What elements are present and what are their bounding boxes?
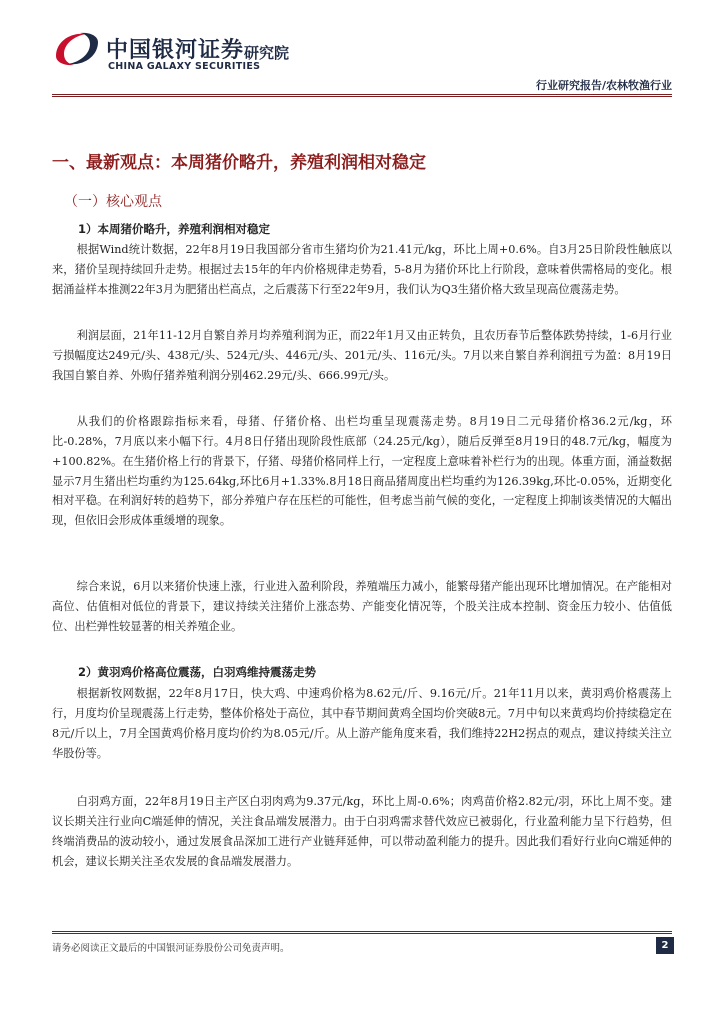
block-heading: 1）本周猪价略升，养殖利润相对稳定 [78, 222, 270, 236]
page-number: 2 [656, 937, 674, 954]
paragraph: 白羽鸡方面，22年8月19日主产区白羽肉鸡为9.37元/kg，环比上周-0.6%；肉鸡苗价格2.82元/羽，环比上周不变。建议长期关注行业向C端延伸的情况，关注食品端发展潜力。由于白羽鸡需求替代效应已被弱化，行业盈利能力呈下行趋势，但终端消费品的波动较小，通过发展食品深加工进行产业链拜延伸，可以带动盈利能力的提升。因此我们看好行业向C端延伸的机会，建议长期关注圣农发展的食品端发展潜力。 [52, 795, 672, 868]
galaxy-logo-icon [52, 28, 102, 70]
subsection-title: （一）核心观点 [64, 194, 162, 210]
institute-label: 研究院 [244, 44, 290, 62]
paragraph: 综合来说，6月以来猪价快速上涨，行业进入盈利阶段，养殖端压力减小，能繁母猪产能出现环比增加情况。在产能相对高位、估值相对低位的背景下，建议持续关注猪价上涨态势、产能变化情况等，个股关注成本控制、资金压力较小、估值低位、出栏弹性较显著的相关养殖企业。 [52, 580, 672, 633]
footer-divider [52, 931, 672, 932]
paragraph: 利润层面，21年11-12月自繁自养月均养殖利润为正，而22年1月又由正转负，且农历春节后整体跌势持续，1-6月行业亏损幅度达249元/头、438元/头、524元/头、446元/头、201元/头、116元/头。7月以来自繁自养利润扭亏为盈：8月19日我国自繁自养、外购仔猪养殖利润分别462.29元/头、666.99元/头。 [52, 329, 672, 382]
section-title: 一、最新观点：本周猪价略升，养殖利润相对稳定 [52, 153, 426, 173]
header-divider-secondary [52, 96, 672, 97]
paragraph: 根据Wind统计数据，22年8月19日我国部分省市生猪均价为21.41元/kg，环比上周+0.6%。自3月25日阶段性触底以来，猪价呈现持续回升走势。根据过去15年的年内价格规律走势看，5-8月为猪价环比上行阶段，意味着供需格局的变化。根据涌益样本推测22年3月为肥猪出栏高点，之后震荡下行至22年9月，我们认为Q3生猪价格大致呈现高位震荡走势。 [52, 243, 672, 296]
footer-divider-secondary [52, 933, 672, 934]
paragraph: 从我们的价格跟踪指标来看，母猪、仔猪价格、出栏均重呈现震荡走势。8月19日二元母猪价格36.2元/kg，环比-0.28%，7月底以来小幅下行。4月8日仔猪出现阶段性底部（24.25元/kg），随后反弹至8月19日的48.7元/kg，幅度为+100.82%。在生猪价格上行的背景下，仔猪、母猪价格同样上行，一定程度上意味着补栏行为的出现。体重方面，涌益数据显示7月生猪出栏均重约为125.64kg,环比6月+1.33%.8月18日商品猪周度出栏均重约为126.39kg,环比-0.05%，近期变化相对平稳。在利润好转的趋势下，部分养殖户存在压栏的可能性，但考虑当前气候的变化，一定程度上抑制该类情况的大幅出现，但依旧会形成体重缓增的现象。 [52, 415, 672, 528]
brand-name-en: CHINA GALAXY SECURITIES [108, 61, 261, 72]
brand-name-cn: 中国银河证券 [106, 38, 245, 63]
header-divider [52, 94, 672, 95]
paragraph: 根据新牧网数据，22年8月17日，快大鸡、中速鸡价格为8.62元/斤、9.16元/斤。21年11月以来，黄羽鸡价格震荡上行，月度均价呈现震荡上行走势，整体价格处于高位，其中春节期间黄鸡全国均价突破8元。7月中旬以来黄鸡均价持续稳定在8元/斤以上，7月全国黄鸡价格月度均价约为8.05元/斤。从上游产能角度来看，我们维持22H2拐点的观点，建议持续关注立华股份等。 [52, 687, 672, 760]
disclaimer-text: 请务必阅读正文最后的中国银河证券股份公司免责声明。 [52, 943, 290, 954]
block-heading: 2）黄羽鸡价格高位震荡，白羽鸡维持震荡走势 [78, 665, 316, 679]
page-header [0, 0, 724, 100]
report-type-label: 行业研究报告/农林牧渔行业 [535, 79, 672, 92]
